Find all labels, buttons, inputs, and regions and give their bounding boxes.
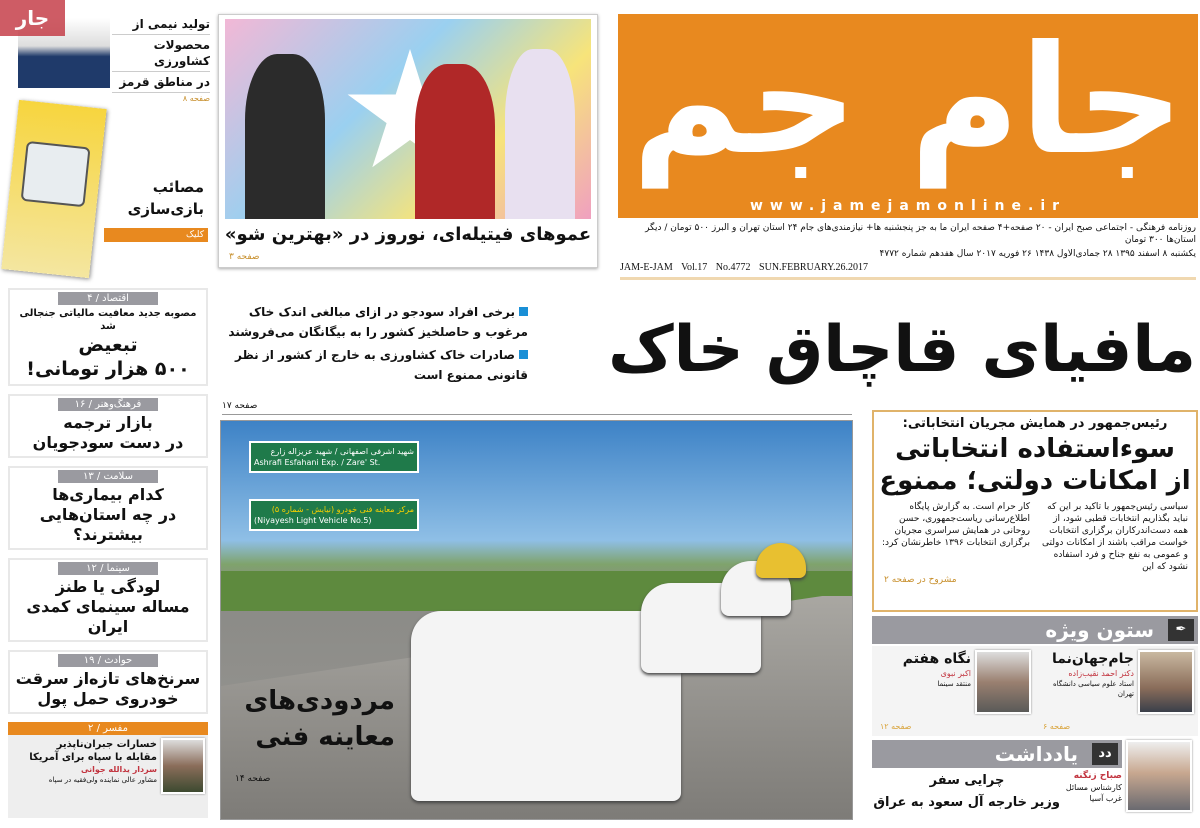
story-box-economy[interactable] — [8, 288, 208, 386]
story-box-cinema[interactable] — [8, 558, 208, 642]
teaser-line: در مناطق قرمز — [112, 72, 210, 93]
story-body — [874, 497, 1196, 573]
headline-line: مقابله با سپاه برای آمریکا — [29, 752, 157, 763]
left-column — [8, 288, 208, 818]
section-tag: سلامت / ۱۳ — [58, 470, 158, 483]
story-box-health[interactable] — [8, 466, 208, 550]
author-name: صباح زنگنه — [1073, 771, 1122, 781]
story-headline: سرنخ‌های تازه‌از سرقت — [15, 669, 201, 688]
magazine-teaser[interactable] — [104, 176, 204, 220]
story-headline: سوءاستفاده انتخاباتی — [895, 434, 1175, 464]
author-name: سردار یدالله جوانی — [81, 765, 157, 774]
author-role: استاد علوم سیاسی دانشگاه تهران — [1052, 680, 1134, 698]
story-headline: مساله سینمای کمدی ایران — [26, 597, 190, 636]
date-line — [620, 248, 1196, 280]
page-ref: صفحه ۳ — [229, 252, 260, 262]
photo-caption: عموهای فیتیله‌ای، نوروز در «بهترین شو» — [224, 224, 592, 245]
masthead — [618, 14, 1198, 218]
section-tag: مفسر / ۲ — [8, 722, 208, 735]
special-column-item[interactable] — [1035, 646, 1198, 736]
sign-text: (Niyayesh Light Vehicle No.5) — [254, 516, 372, 525]
pen-icon: ✒ — [1168, 619, 1194, 641]
section-tag: حوادث / ۱۹ — [58, 654, 158, 667]
author-role: کارشناس مسائل — [1065, 783, 1122, 792]
bullet-text: برخی افراد سودجو در ازای مبالغی اندک خاک مرغوب و حاصلخیز کشور را به بیگانگان می‌فروشند — [228, 305, 528, 339]
page-ref: صفحه ۱۷ — [222, 401, 258, 411]
section-title: ستون ویژه — [1045, 618, 1154, 642]
yellow-car — [756, 543, 806, 578]
sign-text: Ashrafi Esfahani Exp. / Zare' St. — [254, 458, 381, 467]
magazine-section-bar: کلیک — [104, 228, 208, 242]
divider — [222, 414, 852, 415]
caption-line: مردودی‌های — [244, 686, 395, 716]
story-box-incidents[interactable] — [8, 650, 208, 714]
bullet-item — [228, 302, 528, 342]
author-name: دکتر احمد نقیب‌زاده — [1068, 669, 1134, 678]
special-column-item[interactable] — [872, 646, 1035, 736]
main-photo[interactable] — [220, 420, 853, 820]
sign-text: شهید اشرفی اصفهانی / شهید عزیزاله زارع — [270, 447, 414, 456]
author-role: مشاور عالی نماینده ولی‌فقیه در سپاه — [48, 776, 157, 784]
story-headline: خودروی حمل پول — [37, 689, 179, 708]
story-headline: در چه استان‌هایی بیشترند؟ — [39, 505, 177, 544]
sign-text: مرکز معاینه فنی خودرو (نیایش - شماره ۵) — [271, 505, 414, 514]
photo-caption — [235, 683, 395, 755]
road-sign — [249, 499, 419, 531]
item-text — [875, 650, 971, 689]
headline-bullets — [228, 302, 528, 385]
person-figure — [505, 49, 575, 219]
teaser-line: محصولات کشاورزی — [112, 35, 210, 72]
bullet-item — [228, 345, 528, 385]
commentator-body — [8, 735, 208, 797]
story-headline: لودگی یا طنز — [55, 577, 161, 596]
page-ref: صفحه ۱۴ — [235, 774, 271, 784]
section-tag: سینما / ۱۲ — [58, 562, 158, 575]
bullet-square-icon — [519, 350, 528, 359]
teaser-story[interactable] — [112, 14, 210, 104]
teaser-line: تولید نیمی از — [112, 14, 210, 35]
computer-illustration — [21, 141, 91, 207]
magazine-cover-image — [1, 100, 106, 278]
item-text — [1038, 650, 1134, 699]
section-tag: فرهنگ‌وهنر / ۱۶ — [58, 398, 158, 411]
headline-line: خسارات جبران‌ناپذیر — [56, 739, 157, 750]
main-headline[interactable]: مافیای قاچاق خاک — [608, 313, 1196, 387]
magazine-title-line: مصائب — [152, 178, 204, 196]
publication-info: روزنامه فرهنگی - اجتماعی صبح ایران - ۲۰ صفحه+۴ صفحه ایران ما به جز پنجشنبه ها+ نیازمندی‌های جام ۲۴ استان تهران و البرز ۵۰۰ تومان / دیگر استان‌ها ۳۰۰ تومان — [645, 223, 1196, 245]
special-column-body[interactable] — [872, 646, 1198, 736]
page-ref: صفحه ۱۲ — [880, 722, 912, 731]
story-kicker: رئیس‌جمهور در همایش مجریان انتخاباتی: — [902, 416, 1168, 431]
date-persian: یکشنبه ۸ اسفند ۱۳۹۵ ۲۸ جمادی‌الاول ۱۴۳۸ ۲۶ فوریه ۲۰۱۷ سال هفدهم شماره ۴۷۷۲ — [879, 249, 1196, 259]
story-headline: ۵۰۰ هزار تومانی! — [26, 358, 190, 380]
author-photo — [1126, 740, 1192, 812]
story-column: سیاسی رئیس‌جمهور با تاکید بر این که نباید بگذاریم انتخابات قطبی شود، از همه دست‌اندرکاران برگزاری انتخابات خواست مراقب باشند از امکانات دولتی و عمومی به نفع جناح و فرد استفاده نشود که این — [1042, 502, 1188, 572]
commentator-headline — [11, 738, 157, 794]
top-photo-story[interactable] — [218, 14, 598, 268]
watermark-logo: جار — [0, 0, 65, 36]
note-header — [872, 740, 1122, 768]
page-ref: صفحه ۶ — [1043, 722, 1071, 731]
bullet-square-icon — [519, 307, 528, 316]
newspaper-logo: جام جم — [631, 14, 1185, 188]
story-headline: در دست سودجویان — [32, 433, 184, 452]
website-url[interactable]: www.jamejamonline.ir — [749, 198, 1067, 214]
caption-line: معاینه فنی — [255, 722, 395, 752]
story-box-culture[interactable] — [8, 394, 208, 458]
date-english: JAM-E-JAM Vol.17 No.4772 SUN.FEBRUARY.26.2017 — [620, 262, 869, 273]
author-role: غرب آسیا — [1089, 794, 1122, 803]
person-figure — [415, 64, 495, 219]
road-sign — [249, 441, 419, 473]
section-title: یادداشت — [994, 742, 1078, 766]
person-figure — [245, 54, 325, 219]
right-story-box[interactable] — [872, 410, 1198, 612]
column-name: نگاه هفتم — [902, 651, 971, 667]
story-column: کار حرام است. به گزارش پایگاه اطلاع‌رسانی ریاست‌جمهوری، حسن روحانی در همایش سراسری مجریان برگزاری انتخابات ۱۳۹۶ خاطرنشان کرد: — [881, 502, 1030, 548]
bullet-text: صادرات خاک کشاورزی به خارج از کشور از نظر قانونی ممنوع است — [235, 348, 528, 382]
story-headline: بازار ترجمه — [63, 413, 153, 432]
author-role: منتقد سینما — [937, 680, 971, 688]
magazine-title-line: بازی‌سازی — [127, 200, 204, 218]
column-name: جام‌جهان‌نما — [1051, 651, 1134, 667]
continued-link[interactable]: مشروح در صفحه ۲ — [884, 575, 957, 585]
note-author — [1064, 770, 1122, 804]
commentator-photo — [161, 738, 205, 794]
show-photo — [225, 19, 591, 219]
quote-icon: دد — [1092, 743, 1118, 765]
author-photo — [975, 650, 1031, 714]
author-name: اکبر نبوی — [940, 669, 971, 678]
story-headline: تبعیض — [78, 334, 138, 356]
page-ref: صفحه ۸ — [182, 94, 210, 103]
special-column-header — [872, 616, 1198, 644]
note-headline[interactable] — [874, 770, 1060, 814]
story-kicker: مصوبه جدید معافیت مالیاتی جنجالی شد — [19, 308, 197, 332]
story-headline: از امکانات دولتی؛ ممنوع — [879, 466, 1191, 496]
headline-line: وزیر خارجه آل سعود به عراق — [873, 795, 1060, 810]
author-photo — [1138, 650, 1194, 714]
section-tag: اقتصاد / ۴ — [58, 292, 158, 305]
commentator-box[interactable] — [8, 722, 208, 818]
headline-line: چرایی سفر — [929, 773, 1005, 788]
story-headline: کدام بیماری‌ها — [52, 485, 164, 504]
